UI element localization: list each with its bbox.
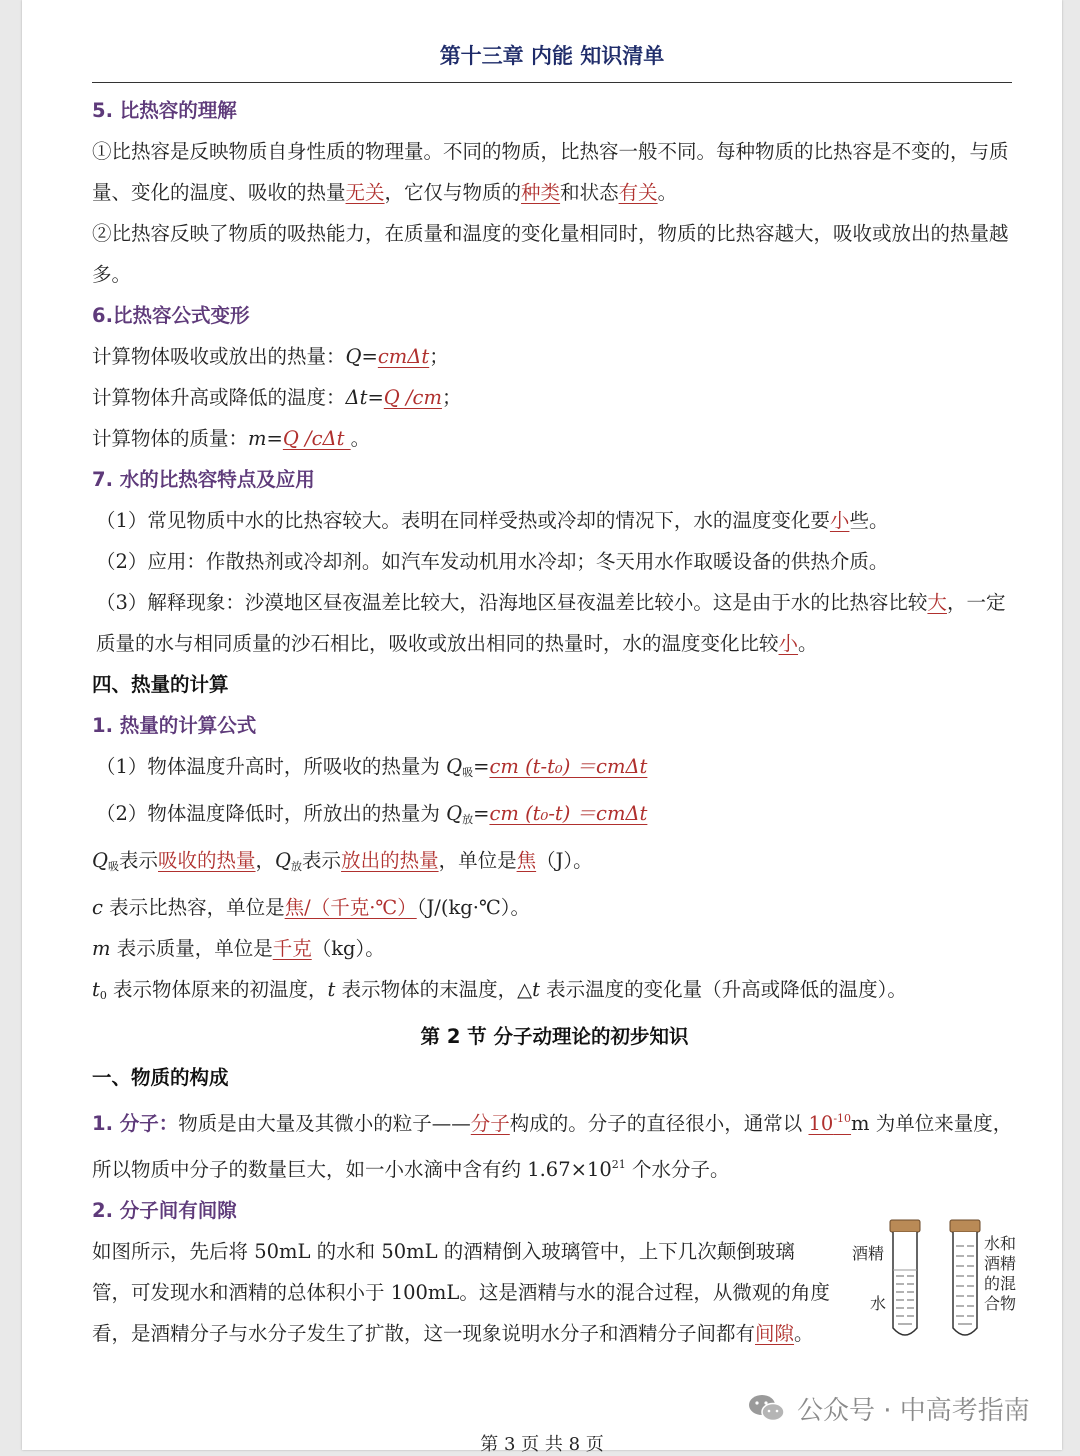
gap-title: 2. 分子间有间隙: [92, 1199, 237, 1222]
formula-heat-absorbed: （1）物体温度升高时，所吸收的热量为 $Q_吸=cm$ (t-t₀) ＝cmΔt: [96, 755, 648, 779]
wechat-watermark: [747, 1388, 1030, 1428]
answer-blank: 间隙: [755, 1322, 795, 1345]
page-footer: 第 3 页 共 8 页: [480, 1434, 604, 1455]
answer-blank: 有关: [618, 181, 658, 204]
section-5-title: 5. 比热容的理解: [92, 99, 237, 122]
watermark-text: 公众号 · 中高考指南: [797, 1395, 1030, 1426]
answer-blank: 大: [927, 591, 947, 614]
section-7-title: 7. 水的比热容特点及应用: [92, 468, 315, 491]
formula-line-temperature: 计算物体升高或降低的温度：Δt=Q /cm；: [92, 386, 462, 409]
section-7-item-3: （3）解释现象：沙漠地区昼夜温差比较大，沿海地区昼夜温差比较小。这是由于水的比热容比较大，一定质量的水与相同质量的沙石相比，吸收或放出相同的热量时，水的温度变化比较小。: [96, 591, 1006, 655]
cork-left: [890, 1220, 920, 1232]
section-7-item-2: （2）应用：作散热剂或冷却剂。如汽车发动机用水冷却；冬天用水作取暖设备的供热介质。: [96, 550, 889, 573]
definition-c: c 表示比热容，单位是焦/（千克·℃）（J/(kg·℃）。: [92, 896, 531, 919]
tube-figure: [822, 1212, 1022, 1352]
definition-m: m 表示质量，单位是千克（kg）。: [92, 937, 385, 960]
wechat-icon: [747, 1392, 787, 1424]
answer-blank: 焦: [516, 849, 537, 872]
section-5-paragraph-2: ②比热容反映了物质的吸热能力，在质量和温度的变化量相同时，物质的比热容越大，吸收或放出的热量越多。: [92, 222, 1009, 286]
definition-q: $Q_吸$表示吸收的热量，$Q_放$表示放出的热量，单位是焦（J）。: [92, 849, 593, 873]
page-content: [92, 90, 1017, 1354]
answer-blank: cm (t₀-t) ＝cmΔt: [489, 802, 648, 825]
label-water: 水: [870, 1294, 887, 1313]
cork-right: [950, 1220, 980, 1232]
part-4-title: 四、热量的计算: [92, 673, 229, 696]
answer-blank: 小: [829, 509, 850, 532]
answer-blank: 焦/（千克·℃）: [284, 896, 417, 919]
answer-blank: 分子: [470, 1112, 510, 1135]
page-header: 第十三章 内能 知识清单: [92, 40, 1012, 83]
answer-blank: 无关: [345, 181, 385, 204]
section-7-item-1: （1）常见物质中水的比热容较大。表明在同样受热或冷却的情况下，水的温度变化要小些。: [96, 509, 889, 532]
molecule-paragraph: 1. 分子：物质是由大量及其微小的粒子——分子构成的。分子的直径很小，通常以 $10^{-10}m$ 为单位来量度，所以物质中分子的数量巨大，如一小水滴中含有约 $1.67\times 10^{21}$ 个水分子。: [92, 1112, 1013, 1181]
formula-line-heat: 计算物体吸收或放出的热量：Q=cmΔt；: [92, 345, 449, 368]
answer-blank: 千克: [272, 937, 312, 960]
answer-blank: 放出的热量: [341, 849, 439, 872]
section-5-paragraph-1: ①比热容是反映物质自身性质的物理量。不同的物质，比热容一般不同。每种物质的比热容是不变的，与质量、变化的温度、吸收的热量无关，它仅与物质的种类和状态有关。: [92, 140, 1009, 204]
label-alcohol: 酒精: [852, 1244, 885, 1263]
answer-blank: 小: [778, 632, 799, 655]
document-page: [22, 0, 1062, 1455]
formula-heat-released: （2）物体温度降低时，所放出的热量为 $Q_放=cm$ (t₀-t) ＝cmΔt: [96, 802, 648, 826]
section-2-title: 第 2 节 分子动理论的初步知识: [420, 1025, 689, 1048]
answer-blank: 种类: [521, 181, 561, 204]
label-mixture: 水和 酒精 的混 合物: [984, 1234, 1017, 1313]
section-2-heading-1: 一、物质的构成: [92, 1066, 229, 1089]
answer-blank: Q /cm: [383, 386, 442, 409]
tube-right: [953, 1232, 977, 1335]
part-4-sub-1-title: 1. 热量的计算公式: [92, 714, 257, 737]
gap-paragraph: 如图所示，先后将 50mL 的水和 50mL 的酒精倒入玻璃管中，上下几次颠倒玻璃管，可发现水和酒精的总体积小于 100mL。这是酒精与水的混合过程，从微观的角度看，是酒精分子与水分子发生了扩散，这一现象说明水分子和酒精分子间都有间隙。: [92, 1240, 830, 1345]
formula-line-mass: 计算物体的质量：m=Q /cΔt 。: [92, 427, 371, 450]
answer-blank: 吸收的热量: [158, 849, 256, 872]
answer-blank: $10^{-10}$: [808, 1112, 852, 1135]
section-6-title: 6.比热容公式变形: [92, 304, 250, 327]
answer-blank: Q /cΔt: [282, 427, 351, 450]
answer-blank: cm (t-t₀) ＝cmΔt: [489, 755, 648, 778]
answer-blank: cmΔt: [377, 345, 430, 368]
definition-t: $t_0$ 表示物体原来的初温度，t 表示物体的末温度，△t 表示温度的变化量（升高或降低的温度）。: [92, 978, 907, 1002]
